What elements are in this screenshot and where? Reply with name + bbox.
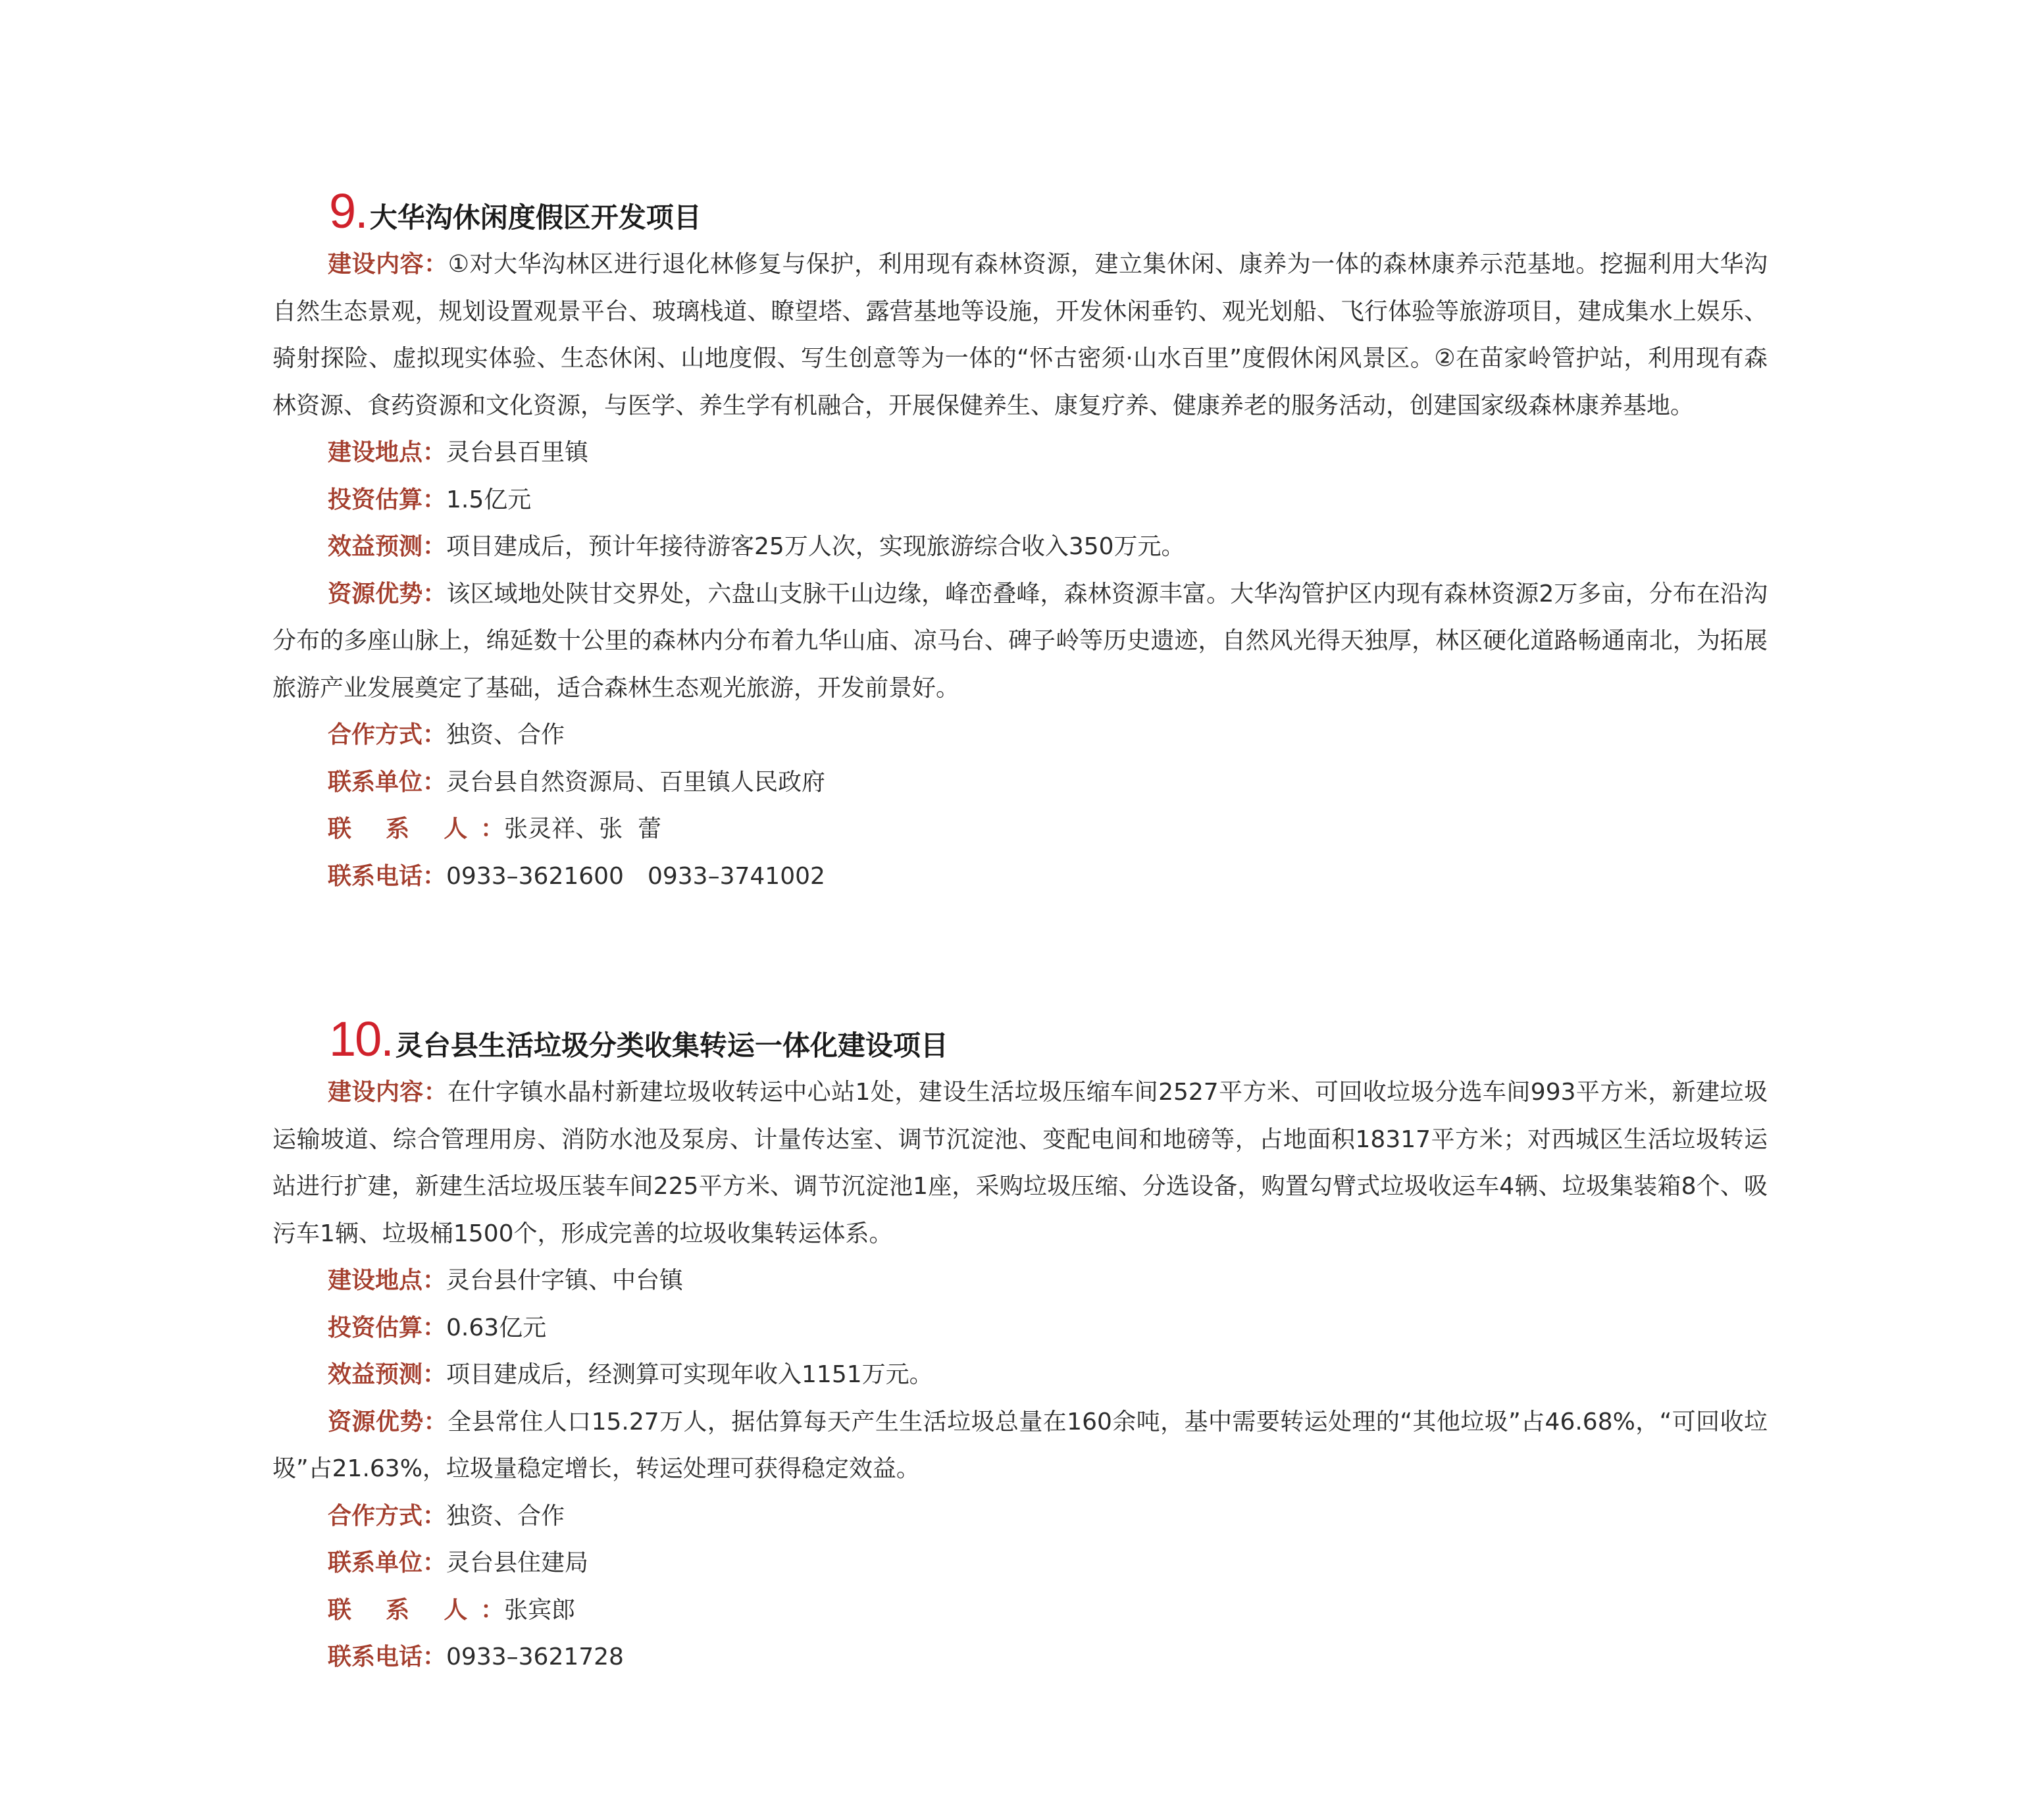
contact-phone [272,1634,1768,1681]
contact-person-label-main: 联 系 人 [328,815,481,842]
benefit-forecast-text: 项目建成后，经测算可实现年收入1151万元。 [446,1361,933,1388]
contact-phone-text: 0933–3621600 0933–3741002 [446,862,825,890]
construction-content [272,1069,1768,1257]
investment-estimate [272,1305,1768,1352]
cooperation-mode [272,1493,1768,1540]
contact-person-text: 张宾郎 [504,1596,576,1624]
construction-content-label: 建设内容： [328,1079,448,1106]
resource-advantage [272,571,1768,712]
cooperation-mode-text: 独资、合作 [446,1502,565,1530]
project-heading [272,179,1768,236]
cooperation-mode-label: 合作方式： [328,1502,447,1530]
contact-person-label-main: 联 系 人 [328,1596,481,1624]
contact-person-text: 张灵祥、张 蕾 [504,815,661,842]
project-title: 大华沟休闲度假区开发项目 [369,201,702,234]
contact-unit-label: 联系单位： [328,1549,447,1576]
construction-content-text: ①对大华沟林区进行退化林修复与保护，利用现有森林资源，建立集休闲、康养为一体的森林康养示范基地。挖掘利用大华沟自然生态景观，规划设置观景平台、玻璃栈道、瞭望塔、露营基地等设施，开发休闲垂钓、观光划船、飞行体验等旅游项目，建成集水上娱乐、骑射探险、虚拟现实体验、生态休闲、山地度假、写生创意等为一体的“怀古密须·山水百里”度假休闲风景区。②在苗家岭管护站，利用现有森林资源、食药资源和文化资源，与医学、养生学有机融合，开展保健养生、康复疗养、健康养老的服务活动，创建国家级森林康养基地。 [272,251,1768,419]
investment-estimate [272,477,1768,524]
benefit-forecast-text: 项目建成后，预计年接待游客25万人次，实现旅游综合收入350万元。 [446,533,1185,560]
construction-location-text: 灵台县百里镇 [446,439,589,466]
investment-estimate-text: 0.63亿元 [446,1314,547,1341]
benefit-forecast-label: 效益预测： [328,1361,447,1388]
project-number: 10. [329,1012,393,1066]
contact-person [272,1587,1768,1634]
project-heading [272,1007,1768,1064]
construction-content-label: 建设内容： [328,251,448,278]
project-section-10 [272,1007,1768,1681]
construction-location [272,1257,1768,1305]
cooperation-mode [272,711,1768,759]
cooperation-mode-text: 独资、合作 [446,721,565,748]
project-number: 9. [329,184,367,238]
benefit-forecast [272,1351,1768,1399]
contact-unit-label: 联系单位： [328,768,447,796]
contact-unit [272,759,1768,806]
contact-phone [272,853,1768,900]
construction-location-text: 灵台县什字镇、中台镇 [446,1267,684,1294]
resource-advantage-text: 该区域地处陕甘交界处，六盘山支脉干山边缘，峰峦叠峰，森林资源丰富。大华沟管护区内现有森林资源2万多亩，分布在沿沟分布的多座山脉上，绵延数十公里的森林内分布着九华山庙、凉马台、碑子岭等历史遗迹，自然风光得天独厚，林区硬化道路畅通南北，为拓展旅游产业发展奠定了基础，适合森林生态观光旅游，开发前景好。 [272,580,1768,702]
investment-estimate-label: 投资估算： [328,1314,447,1341]
contact-person-label [328,1597,504,1624]
contact-unit-text: 灵台县住建局 [446,1549,589,1576]
contact-phone-text: 0933–3621728 [446,1643,624,1670]
construction-location [272,429,1768,477]
contact-unit [272,1539,1768,1587]
construction-content-text: 在什字镇水晶村新建垃圾收转运中心站1处，建设生活垃圾压缩车间2527平方米、可回收垃圾分选车间993平方米，新建垃圾运输坡道、综合管理用房、消防水池及泵房、计量传达室、调节沉淀池、变配电间和地磅等，占地面积18317平方米；对西城区生活垃圾转运站进行扩建，新建生活垃圾压装车间225平方米、调节沉淀池1座，采购垃圾压缩、分选设备，购置勾臂式垃圾收运车4辆、垃圾集装箱8个、吸污车1辆、垃圾桶1500个，形成完善的垃圾收集转运体系。 [272,1079,1768,1247]
investment-estimate-label: 投资估算： [328,486,447,513]
benefit-forecast-label: 效益预测： [328,533,447,560]
construction-location-label: 建设地点： [328,439,447,466]
construction-location-label: 建设地点： [328,1267,447,1294]
contact-person-label-colon: ： [480,1596,505,1624]
resource-advantage-text: 全县常住人口15.27万人，据估算每天产生生活垃圾总量在160余吨，基中需要转运处理的“其他垃圾”占46.68%，“可回收垃圾”占21.63%，垃圾量稳定增长，转运处理可获得稳定效益。 [272,1408,1768,1482]
benefit-forecast [272,523,1768,571]
construction-content [272,241,1768,429]
investment-estimate-text: 1.5亿元 [446,486,532,513]
contact-person-label [328,815,504,842]
project-section-9 [272,179,1768,900]
contact-person [272,806,1768,853]
contact-phone-label: 联系电话： [328,1643,447,1670]
project-title: 灵台县生活垃圾分类收集转运一体化建设项目 [395,1029,948,1062]
contact-person-label-colon: ： [480,815,505,842]
contact-phone-label: 联系电话： [328,862,447,890]
resource-advantage-label: 资源优势： [328,580,447,608]
resource-advantage-label: 资源优势： [328,1408,448,1435]
resource-advantage [272,1399,1768,1493]
contact-unit-text: 灵台县自然资源局、百里镇人民政府 [446,768,826,796]
cooperation-mode-label: 合作方式： [328,721,447,748]
